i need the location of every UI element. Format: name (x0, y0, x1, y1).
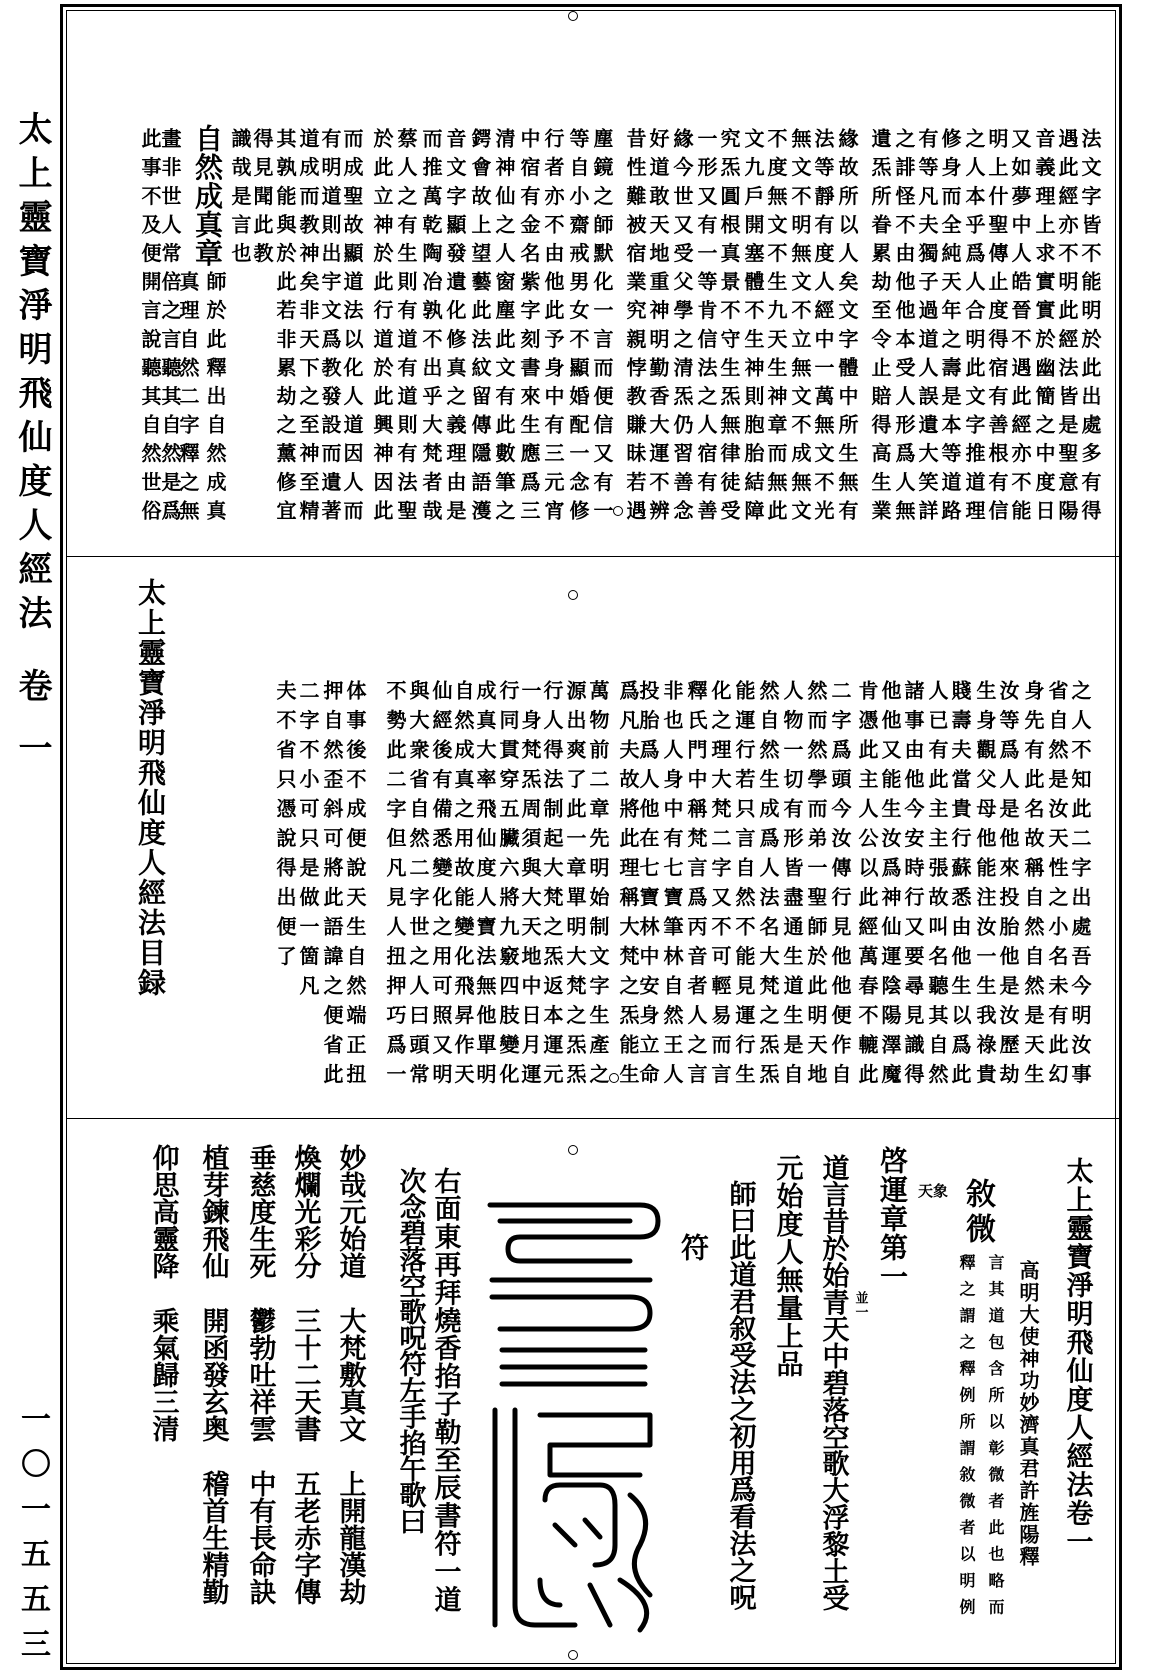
volume-label: 卷一 (12, 668, 52, 792)
register-divider (66, 556, 1122, 557)
text-column: 文九戶開塞體不生神則胞胎結障 (741, 128, 765, 529)
verse-line: 植芽鍊飛仙 (197, 1143, 229, 1279)
chapter-heading: 啓運章第一 (876, 1146, 909, 1291)
text-column: 此事不及便開言說聽其自然世俗 (138, 128, 162, 529)
text-column: 二字不小可只是做一箇凡 (296, 680, 320, 1005)
text-column: 肯憑此主人公以此經萬春不轆此 (855, 680, 879, 1093)
text-column: 能運行若只言自然不能見運行生 (732, 680, 756, 1093)
text-column: 投胎爲人他在七寶林中安身立命 (636, 680, 660, 1093)
circle-mark (568, 1650, 578, 1660)
commentator-line: 高明大使神功妙濟真君許旌陽釋 (1016, 1260, 1040, 1568)
scripture-title: 太上靈寶淨明飛仙度人經法卷一 (1061, 1156, 1093, 1556)
text-column: 之人不知此二字出處吾今明汝事 (1068, 680, 1092, 1093)
verse-line: 開函發玄奥 (197, 1306, 229, 1442)
text-column: 有明道則出宇文爲教發設而遺著 (318, 128, 342, 529)
text-column: 化之理大梵二字又不可輕易而言 (708, 680, 732, 1093)
text-column: 究炁圓根真景不守生炁無律徒受 (717, 128, 741, 529)
section-note: 言其道包含所以彰微者此也略而 (986, 1254, 1005, 1625)
table-of-contents-title: 太上靈寶淨明飛仙度人經法目録 (134, 578, 167, 998)
text-column: 萬物前二章先明始制文字生產之 (586, 680, 610, 1093)
text-column: 非也人身中有七寶筆林自然王人 (660, 680, 684, 1093)
page-number: 一〇一五五三 (15, 1403, 50, 1673)
text-column: 然自然生成爲人法名大梵之炁炁 (756, 680, 780, 1093)
text-column: 等自小齋戒男女不顯婚配一念修 (566, 128, 590, 529)
text-column: 遺炁所眷累劫至令止賠得高生業 (868, 128, 892, 529)
section-note: 釋之謂之釋例所謂敘微者以明例 (957, 1254, 976, 1625)
text-column: 師於此釋出自然成真 (203, 271, 227, 529)
circle-mark (568, 1145, 578, 1155)
text-column: 他他又能生汝爲神仙運陰陽澤魔 (878, 680, 902, 1093)
verse-line: 妙哉元始道 (334, 1143, 366, 1279)
text-column: 音義理上求實實於幽簡之中度日 (1032, 128, 1056, 529)
talisman-figure (480, 1185, 670, 1640)
circle-mark (568, 590, 578, 600)
text-column: 鍔會故上望藝此法紋留傳隱語濩 (468, 128, 492, 529)
text-column: 法文字皆不能明於此出處多有得 (1078, 128, 1102, 529)
text-column: 中宿有金名紫字刻書來生應爲三 (517, 128, 541, 529)
text-column: 一形又有一等肯信法之人宿有善 (694, 128, 718, 529)
chapter-title: 自然成真章 (191, 124, 224, 267)
verse-line: 中有長命訣 (244, 1469, 276, 1605)
text-column: 於此立神於此行道於此興神因此 (370, 128, 394, 529)
text-column: 而推萬乾陶冶孰不出乎大梵者哉 (419, 128, 443, 529)
text-column: 汝等爲人是他來投胎他是汝歷劫 (996, 680, 1020, 1093)
text-column: 其孰能與於此若非累劫之薰修宜 (273, 128, 297, 529)
text-column: 自然成真之用故能變化飛昇作天 (451, 680, 475, 1093)
text-column: 一身梵炁周須與大天地中日月運 (518, 680, 542, 1093)
text-column: 不度無文不生九天生神章而無此 (764, 128, 788, 529)
text-column: 不勢此二字但凡見人扭押巧爲一 (383, 680, 407, 1093)
text-column: 夫不省只憑說得出便了 (273, 680, 297, 975)
text-column: 有等凡夫獨子過道人誤遺大笑詳 (915, 128, 939, 529)
verse-line: 乘氣歸三清 (147, 1306, 179, 1442)
verse-line: 垂慈度生死 (244, 1143, 276, 1279)
text-column: 好道敢天地重神明勤香大運不辨 (646, 128, 670, 529)
text-column: 身先有此名故稱自然自然是天生 (1021, 680, 1045, 1093)
verse-line: 仰思高靈降 (147, 1143, 179, 1279)
small-note: 天象 (918, 1182, 949, 1200)
text-column: 体事後不成便說天生自然端正扭 (343, 680, 367, 1093)
text-column: 行同貫穿五臟六將九竅四肢變化 (496, 680, 520, 1093)
text-column: 省自然是汝天性之小名未有此幻 (1045, 680, 1069, 1093)
text-column: 而成聖故顯道法以化人道因人而 (340, 128, 364, 529)
scripture-text: 元始度人無量上品 (771, 1153, 803, 1378)
text-column: 生身觀父母他能注汝一生我祿貴 (973, 680, 997, 1093)
verse-line: 上開龍漢劫 (334, 1469, 366, 1605)
text-column: 釋氏門中稱梵言爲丙音者人之言 (684, 680, 708, 1093)
text-column: 明上什聖傳止度得宿有善根有信 (985, 128, 1009, 529)
verse-line: 煥爛光彩分 (289, 1143, 321, 1279)
text-column: 諸事由他今安時行又要尋見識得 (901, 680, 925, 1093)
text-column: 修身而全純天年之壽是本等道路 (938, 128, 962, 529)
verse-line: 五老赤字傳 (289, 1469, 321, 1605)
text-column: 得見聞此教 (250, 128, 274, 271)
text-column: 緣今世又受父學之清炁仍習善念 (670, 128, 694, 529)
text-column: 之人本乎爲人合明此文字推道理 (962, 128, 986, 529)
verse-line: 鬱勃吐祥雲 (244, 1306, 276, 1442)
text-column: 源出爽了此一章單明大梵之炁炁 (563, 680, 587, 1093)
text-column: 昔性難被宿業究親悖教賺昧若遇 (623, 128, 647, 529)
text-column: 塵鏡之師默化一言而便信又有一 (590, 128, 614, 529)
text-column: 行人得法制起大梵之炁返本運元 (540, 680, 564, 1093)
text-column: 與大衆省自然二字世之人曰頭常 (406, 680, 430, 1093)
text-column: 緣故所以人矣文字體中所生無有 (835, 128, 859, 529)
talisman-label: 符 (677, 1233, 710, 1261)
text-column: 清神仙之人窗塵此文有此數筆之 (492, 128, 516, 529)
scripture-text: 道言昔於始青天中碧落空歌大浮黎土受 (817, 1153, 849, 1611)
instruction-text: 右面東再拜燒香掐子勒至辰書符一道 (429, 1166, 461, 1613)
text-column: 人已有此主主張故叫名聽其自然 (925, 680, 949, 1093)
text-column: 成真大率飛仙度人寶法無他單明 (473, 680, 497, 1093)
text-column: 道成而教神矣非天下之至神至精 (296, 128, 320, 529)
circle-mark (613, 506, 623, 516)
text-column: 無文不明無文不立無文不成無文 (788, 128, 812, 529)
text-column: 賤壽夫當貴行蘇悉由他生以爲此 (948, 680, 972, 1093)
text-column: 遇此經亦不明此經法皆是聖意陽 (1055, 128, 1079, 529)
instruction-text: 次念碧落空歌呪符左手掐午歌曰 (394, 1166, 426, 1534)
text-column: 人物一切有形皆盡通生道生是自 (780, 680, 804, 1093)
section-heading: 敘微 (960, 1178, 995, 1248)
text-column: 爲凡夫故將此理稱大梵之炁能生 (616, 680, 640, 1093)
text-column: 畫非世人常倍之言聽其自然是爲 (158, 128, 182, 529)
chapter-note: 並一 (852, 1290, 868, 1319)
text-column: 識哉是言也 (228, 128, 252, 271)
text-column: 行者亦不由他此予身中有三元宵 (541, 128, 565, 529)
text-column: 真理自然二字釋之無 (176, 271, 200, 529)
verse-line: 三十二天書 (289, 1306, 321, 1442)
text-column: 之誹怪不由他他本受人形爲人無 (892, 128, 916, 529)
running-title: 太上靈寶淨明飛仙度人經法 (12, 111, 52, 639)
verse-line: 稽首生精勤 (197, 1469, 229, 1605)
text-column: 又如夢中人皓晉不遇此經亦不能 (1008, 128, 1032, 529)
register-divider (66, 1118, 1122, 1119)
text-column: 蔡人之有生則有道有道則有法聖 (394, 128, 418, 529)
text-column: 然而然學而弟一聖師於此明天地 (804, 680, 828, 1093)
circle-mark (568, 11, 578, 21)
text-column: 法等靜有度人經中一萬無文不光 (811, 128, 835, 529)
text-column: 押自然歪斜可將此語諱之便省此 (320, 680, 344, 1093)
verse-line: 大梵敷真文 (334, 1306, 366, 1442)
text-column: 音文字顯發遺化修真之義理由是 (443, 128, 467, 529)
text-column: 二字爲頭今汝傳行見他他便作自 (828, 680, 852, 1093)
text-column: 仙經後有備悉變化之用可照又明 (429, 680, 453, 1093)
scripture-text: 師曰此道君叙受法之初用爲看法之呪 (724, 1179, 756, 1610)
